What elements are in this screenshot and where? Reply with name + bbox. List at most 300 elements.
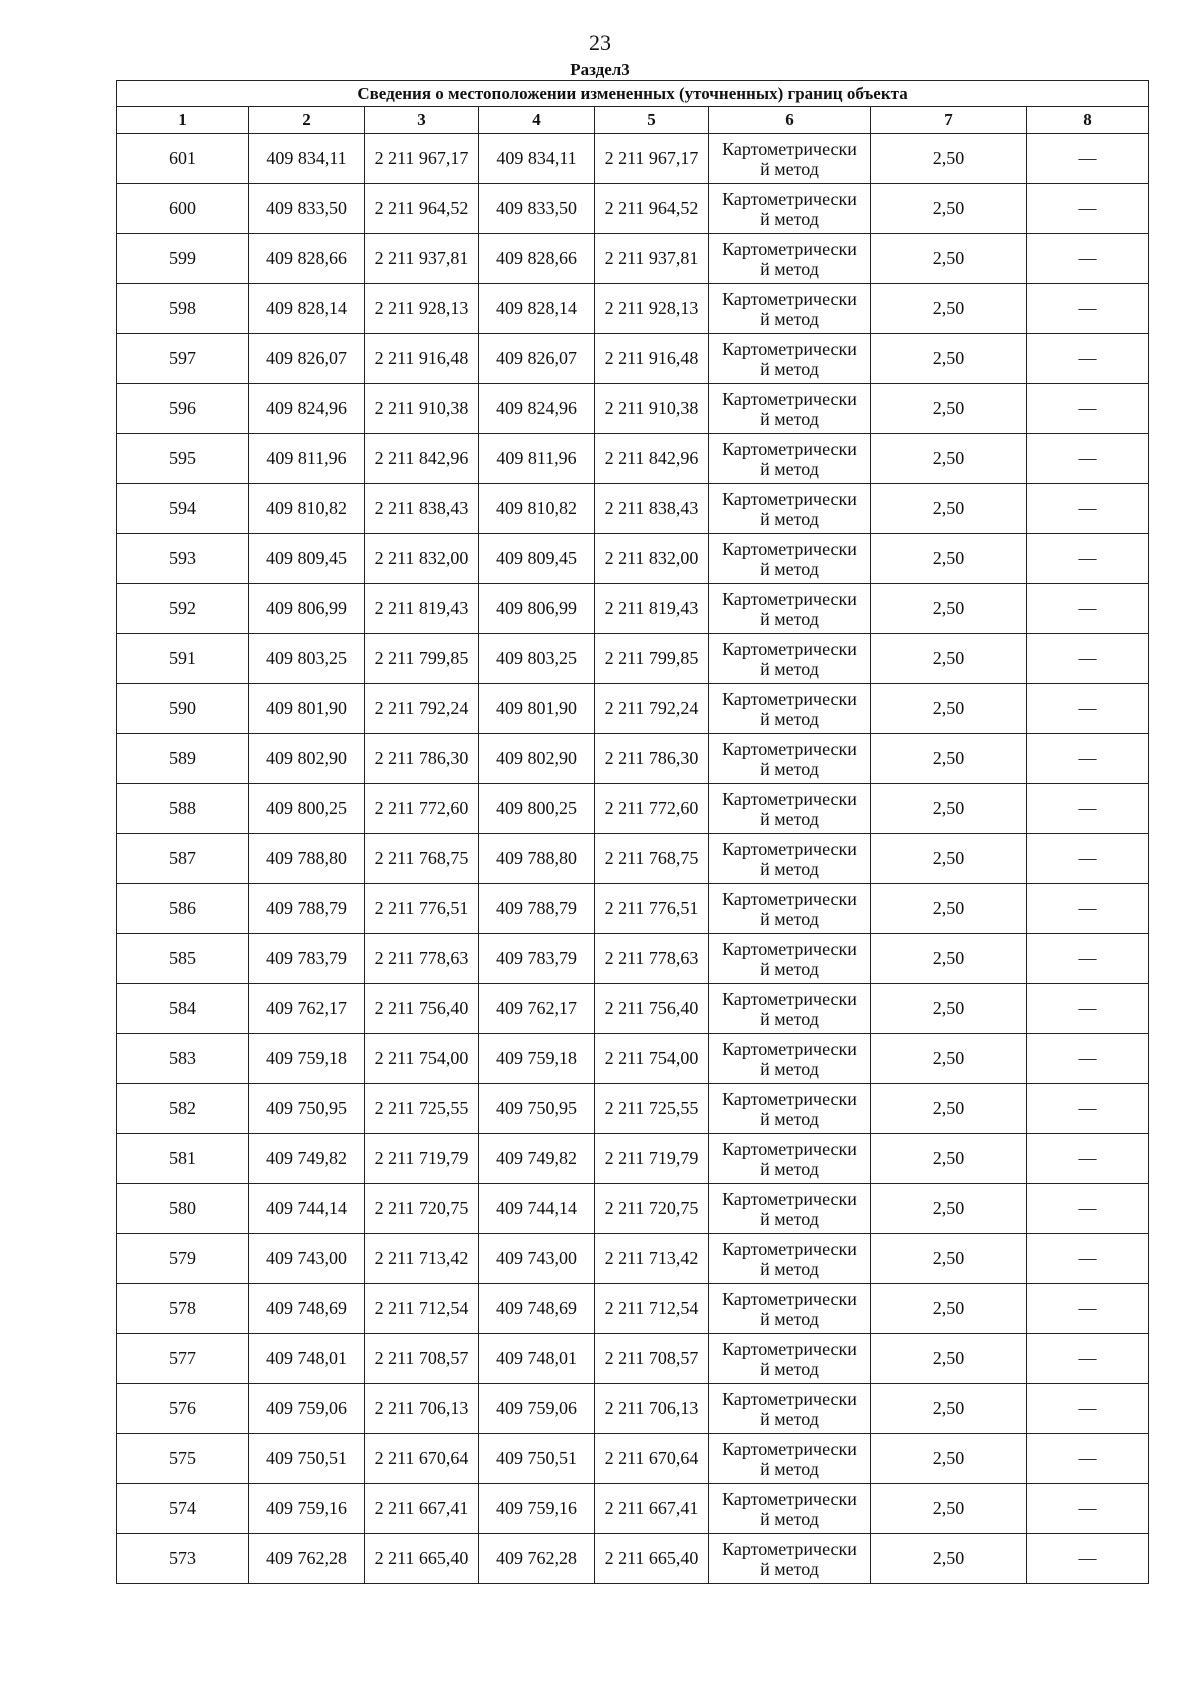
- accuracy-cell: 2,50: [871, 1484, 1027, 1534]
- point-number-cell: 592: [117, 584, 249, 634]
- method-text-line: й метод: [760, 1308, 819, 1329]
- y-old-cell: 2 211 756,40: [365, 984, 479, 1034]
- y-old-cell: 2 211 842,96: [365, 434, 479, 484]
- description-cell: —: [1027, 784, 1149, 834]
- x-old-cell: 409 750,51: [249, 1434, 365, 1484]
- point-number-cell: 580: [117, 1184, 249, 1234]
- accuracy-cell: 2,50: [871, 134, 1027, 184]
- x-new-cell: 409 749,82: [479, 1134, 595, 1184]
- table-row: [117, 984, 1149, 1034]
- accuracy-cell: 2,50: [871, 884, 1027, 934]
- method-text-line: Картометрически: [722, 938, 857, 959]
- y-old-cell: 2 211 667,41: [365, 1484, 479, 1534]
- method-cell: [709, 584, 871, 634]
- x-new-cell: 409 801,90: [479, 684, 595, 734]
- description-cell: —: [1027, 934, 1149, 984]
- method-cell: [709, 1284, 871, 1334]
- method-text-line: й метод: [760, 758, 819, 779]
- method-cell: [709, 784, 871, 834]
- y-new-cell: 2 211 916,48: [595, 334, 709, 384]
- y-new-cell: 2 211 832,00: [595, 534, 709, 584]
- x-old-cell: 409 826,07: [249, 334, 365, 384]
- point-number-cell: 590: [117, 684, 249, 734]
- y-old-cell: 2 211 768,75: [365, 834, 479, 884]
- x-old-cell: 409 759,18: [249, 1034, 365, 1084]
- description-cell: —: [1027, 1334, 1149, 1384]
- method-text-line: й метод: [760, 708, 819, 729]
- y-new-cell: 2 211 708,57: [595, 1334, 709, 1384]
- x-old-cell: 409 744,14: [249, 1184, 365, 1234]
- method-text-line: й метод: [760, 308, 819, 329]
- description-cell: —: [1027, 1284, 1149, 1334]
- x-new-cell: 409 762,17: [479, 984, 595, 1034]
- x-old-cell: 409 809,45: [249, 534, 365, 584]
- y-new-cell: 2 211 667,41: [595, 1484, 709, 1534]
- y-old-cell: 2 211 754,00: [365, 1034, 479, 1084]
- y-old-cell: 2 211 792,24: [365, 684, 479, 734]
- x-new-cell: 409 743,00: [479, 1234, 595, 1284]
- y-old-cell: 2 211 720,75: [365, 1184, 479, 1234]
- description-cell: —: [1027, 1534, 1149, 1584]
- method-text-line: й метод: [760, 158, 819, 179]
- y-old-cell: 2 211 786,30: [365, 734, 479, 784]
- description-cell: —: [1027, 1434, 1149, 1484]
- x-new-cell: 409 788,79: [479, 884, 595, 934]
- method-text-line: Картометрически: [722, 638, 857, 659]
- column-header: 3: [365, 107, 479, 134]
- table-header-row: [117, 107, 1149, 134]
- method-text-line: й метод: [760, 1358, 819, 1379]
- accuracy-cell: 2,50: [871, 1234, 1027, 1284]
- description-cell: —: [1027, 184, 1149, 234]
- method-text-line: Картометрически: [722, 1488, 857, 1509]
- x-old-cell: 409 810,82: [249, 484, 365, 534]
- x-new-cell: 409 788,80: [479, 834, 595, 884]
- method-text-line: Картометрически: [722, 1338, 857, 1359]
- method-cell: [709, 284, 871, 334]
- x-old-cell: 409 824,96: [249, 384, 365, 434]
- accuracy-cell: 2,50: [871, 534, 1027, 584]
- y-new-cell: 2 211 937,81: [595, 234, 709, 284]
- method-text-line: Картометрически: [722, 288, 857, 309]
- description-cell: —: [1027, 484, 1149, 534]
- description-cell: —: [1027, 1184, 1149, 1234]
- y-old-cell: 2 211 776,51: [365, 884, 479, 934]
- x-new-cell: 409 828,14: [479, 284, 595, 334]
- method-cell: [709, 634, 871, 684]
- x-old-cell: 409 759,06: [249, 1384, 365, 1434]
- method-text-line: Картометрически: [722, 488, 857, 509]
- method-cell: [709, 384, 871, 434]
- table-row: [117, 1484, 1149, 1534]
- method-text-line: й метод: [760, 458, 819, 479]
- y-new-cell: 2 211 754,00: [595, 1034, 709, 1084]
- x-old-cell: 409 759,16: [249, 1484, 365, 1534]
- method-text-line: й метод: [760, 1158, 819, 1179]
- method-text-line: Картометрически: [722, 1438, 857, 1459]
- accuracy-cell: 2,50: [871, 784, 1027, 834]
- y-new-cell: 2 211 665,40: [595, 1534, 709, 1584]
- y-new-cell: 2 211 910,38: [595, 384, 709, 434]
- method-text-line: Картометрически: [722, 1288, 857, 1309]
- method-cell: [709, 134, 871, 184]
- table-row: [117, 1134, 1149, 1184]
- section-title: Раздел3: [570, 60, 630, 79]
- accuracy-cell: 2,50: [871, 1434, 1027, 1484]
- accuracy-cell: 2,50: [871, 584, 1027, 634]
- table-row: [117, 334, 1149, 384]
- method-text-line: Картометрически: [722, 388, 857, 409]
- y-old-cell: 2 211 713,42: [365, 1234, 479, 1284]
- y-new-cell: 2 211 768,75: [595, 834, 709, 884]
- y-new-cell: 2 211 786,30: [595, 734, 709, 784]
- description-cell: —: [1027, 434, 1149, 484]
- method-text-line: й метод: [760, 658, 819, 679]
- table-row: [117, 1084, 1149, 1134]
- x-old-cell: 409 800,25: [249, 784, 365, 834]
- method-text-line: Картометрически: [722, 438, 857, 459]
- method-text-line: й метод: [760, 258, 819, 279]
- description-cell: —: [1027, 534, 1149, 584]
- accuracy-cell: 2,50: [871, 684, 1027, 734]
- table-row: [117, 784, 1149, 834]
- description-cell: —: [1027, 1084, 1149, 1134]
- x-new-cell: 409 806,99: [479, 584, 595, 634]
- x-old-cell: 409 801,90: [249, 684, 365, 734]
- y-new-cell: 2 211 964,52: [595, 184, 709, 234]
- accuracy-cell: 2,50: [871, 434, 1027, 484]
- x-new-cell: 409 824,96: [479, 384, 595, 434]
- point-number-cell: 596: [117, 384, 249, 434]
- x-old-cell: 409 788,80: [249, 834, 365, 884]
- point-number-cell: 584: [117, 984, 249, 1034]
- y-old-cell: 2 211 964,52: [365, 184, 479, 234]
- x-new-cell: 409 809,45: [479, 534, 595, 584]
- point-number-cell: 576: [117, 1384, 249, 1434]
- x-old-cell: 409 783,79: [249, 934, 365, 984]
- table-row: [117, 1034, 1149, 1084]
- table-caption: Сведения о местоположении измененных (уточненных) границ объекта: [117, 81, 1149, 107]
- method-text-line: Картометрически: [722, 1388, 857, 1409]
- x-old-cell: 409 749,82: [249, 1134, 365, 1184]
- point-number-cell: 597: [117, 334, 249, 384]
- method-text-line: й метод: [760, 858, 819, 879]
- page-number: 23: [589, 30, 611, 55]
- y-new-cell: 2 211 819,43: [595, 584, 709, 634]
- y-new-cell: 2 211 792,24: [595, 684, 709, 734]
- x-old-cell: 409 750,95: [249, 1084, 365, 1134]
- x-new-cell: 409 811,96: [479, 434, 595, 484]
- y-old-cell: 2 211 910,38: [365, 384, 479, 434]
- method-cell: [709, 1234, 871, 1284]
- description-cell: —: [1027, 234, 1149, 284]
- y-old-cell: 2 211 832,00: [365, 534, 479, 584]
- method-text-line: й метод: [760, 1008, 819, 1029]
- x-new-cell: 409 759,18: [479, 1034, 595, 1084]
- point-number-cell: 583: [117, 1034, 249, 1084]
- table-row: [117, 484, 1149, 534]
- point-number-cell: 574: [117, 1484, 249, 1534]
- x-old-cell: 409 802,90: [249, 734, 365, 784]
- x-old-cell: 409 762,28: [249, 1534, 365, 1584]
- y-new-cell: 2 211 720,75: [595, 1184, 709, 1234]
- table-row: [117, 634, 1149, 684]
- table-caption-row: [117, 81, 1149, 107]
- table-row: [117, 534, 1149, 584]
- point-number-cell: 573: [117, 1534, 249, 1584]
- method-cell: [709, 1434, 871, 1484]
- method-text-line: й метод: [760, 558, 819, 579]
- accuracy-cell: 2,50: [871, 484, 1027, 534]
- x-old-cell: 409 828,66: [249, 234, 365, 284]
- method-cell: [709, 234, 871, 284]
- method-cell: [709, 834, 871, 884]
- method-text-line: Картометрически: [722, 1088, 857, 1109]
- table-row: [117, 1234, 1149, 1284]
- description-cell: —: [1027, 1484, 1149, 1534]
- accuracy-cell: 2,50: [871, 1534, 1027, 1584]
- y-old-cell: 2 211 670,64: [365, 1434, 479, 1484]
- table-row: [117, 1284, 1149, 1334]
- accuracy-cell: 2,50: [871, 1384, 1027, 1434]
- y-old-cell: 2 211 712,54: [365, 1284, 479, 1334]
- x-old-cell: 409 811,96: [249, 434, 365, 484]
- point-number-cell: 588: [117, 784, 249, 834]
- point-number-cell: 598: [117, 284, 249, 334]
- accuracy-cell: 2,50: [871, 234, 1027, 284]
- point-number-cell: 595: [117, 434, 249, 484]
- column-header: 8: [1027, 107, 1149, 134]
- table-row: [117, 584, 1149, 634]
- x-new-cell: 409 834,11: [479, 134, 595, 184]
- description-cell: —: [1027, 684, 1149, 734]
- point-number-cell: 582: [117, 1084, 249, 1134]
- point-number-cell: 586: [117, 884, 249, 934]
- method-text-line: Картометрически: [722, 888, 857, 909]
- x-new-cell: 409 759,16: [479, 1484, 595, 1534]
- method-cell: [709, 1184, 871, 1234]
- y-new-cell: 2 211 967,17: [595, 134, 709, 184]
- method-cell: [709, 334, 871, 384]
- method-cell: [709, 684, 871, 734]
- method-text-line: Картометрически: [722, 1238, 857, 1259]
- method-text-line: й метод: [760, 608, 819, 629]
- description-cell: —: [1027, 734, 1149, 784]
- x-new-cell: 409 744,14: [479, 1184, 595, 1234]
- description-cell: —: [1027, 284, 1149, 334]
- accuracy-cell: 2,50: [871, 1284, 1027, 1334]
- x-old-cell: 409 762,17: [249, 984, 365, 1034]
- method-text-line: й метод: [760, 958, 819, 979]
- accuracy-cell: 2,50: [871, 734, 1027, 784]
- method-text-line: й метод: [760, 908, 819, 929]
- method-text-line: Картометрически: [722, 538, 857, 559]
- method-cell: [709, 734, 871, 784]
- table-row: [117, 184, 1149, 234]
- x-old-cell: 409 806,99: [249, 584, 365, 634]
- x-old-cell: 409 803,25: [249, 634, 365, 684]
- y-new-cell: 2 211 725,55: [595, 1084, 709, 1134]
- description-cell: —: [1027, 334, 1149, 384]
- description-cell: —: [1027, 1384, 1149, 1434]
- y-new-cell: 2 211 713,42: [595, 1234, 709, 1284]
- y-old-cell: 2 211 967,17: [365, 134, 479, 184]
- x-new-cell: 409 802,90: [479, 734, 595, 784]
- y-old-cell: 2 211 838,43: [365, 484, 479, 534]
- x-old-cell: 409 834,11: [249, 134, 365, 184]
- method-text-line: й метод: [760, 408, 819, 429]
- y-old-cell: 2 211 665,40: [365, 1534, 479, 1584]
- point-number-cell: 577: [117, 1334, 249, 1384]
- point-number-cell: 593: [117, 534, 249, 584]
- y-new-cell: 2 211 706,13: [595, 1384, 709, 1434]
- method-cell: [709, 1484, 871, 1534]
- method-cell: [709, 984, 871, 1034]
- y-new-cell: 2 211 712,54: [595, 1284, 709, 1334]
- x-new-cell: 409 762,28: [479, 1534, 595, 1584]
- table-row: [117, 884, 1149, 934]
- description-cell: —: [1027, 984, 1149, 1034]
- method-cell: [709, 1134, 871, 1184]
- y-old-cell: 2 211 799,85: [365, 634, 479, 684]
- method-cell: [709, 1334, 871, 1384]
- y-old-cell: 2 211 725,55: [365, 1084, 479, 1134]
- method-text-line: Картометрически: [722, 338, 857, 359]
- description-cell: —: [1027, 134, 1149, 184]
- accuracy-cell: 2,50: [871, 984, 1027, 1034]
- point-number-cell: 578: [117, 1284, 249, 1334]
- method-cell: [709, 534, 871, 584]
- method-cell: [709, 1534, 871, 1584]
- method-text-line: й метод: [760, 508, 819, 529]
- x-new-cell: 409 803,25: [479, 634, 595, 684]
- x-new-cell: 409 750,51: [479, 1434, 595, 1484]
- accuracy-cell: 2,50: [871, 834, 1027, 884]
- y-old-cell: 2 211 819,43: [365, 584, 479, 634]
- y-old-cell: 2 211 928,13: [365, 284, 479, 334]
- point-number-cell: 591: [117, 634, 249, 684]
- method-cell: [709, 184, 871, 234]
- x-old-cell: 409 748,01: [249, 1334, 365, 1384]
- y-new-cell: 2 211 670,64: [595, 1434, 709, 1484]
- description-cell: —: [1027, 384, 1149, 434]
- description-cell: —: [1027, 584, 1149, 634]
- table-row: [117, 134, 1149, 184]
- x-new-cell: 409 826,07: [479, 334, 595, 384]
- method-cell: [709, 434, 871, 484]
- accuracy-cell: 2,50: [871, 1084, 1027, 1134]
- y-new-cell: 2 211 799,85: [595, 634, 709, 684]
- method-text-line: Картометрически: [722, 238, 857, 259]
- table-row: [117, 434, 1149, 484]
- description-cell: —: [1027, 1134, 1149, 1184]
- point-number-cell: 575: [117, 1434, 249, 1484]
- method-cell: [709, 1084, 871, 1134]
- point-number-cell: 579: [117, 1234, 249, 1284]
- point-number-cell: 589: [117, 734, 249, 784]
- y-new-cell: 2 211 928,13: [595, 284, 709, 334]
- description-cell: —: [1027, 884, 1149, 934]
- accuracy-cell: 2,50: [871, 1184, 1027, 1234]
- method-cell: [709, 484, 871, 534]
- point-number-cell: 600: [117, 184, 249, 234]
- accuracy-cell: 2,50: [871, 1134, 1027, 1184]
- method-cell: [709, 1384, 871, 1434]
- x-old-cell: 409 788,79: [249, 884, 365, 934]
- method-cell: [709, 1034, 871, 1084]
- accuracy-cell: 2,50: [871, 1034, 1027, 1084]
- x-new-cell: 409 828,66: [479, 234, 595, 284]
- method-text-line: Картометрически: [722, 838, 857, 859]
- point-number-cell: 581: [117, 1134, 249, 1184]
- method-text-line: Картометрически: [722, 738, 857, 759]
- accuracy-cell: 2,50: [871, 1334, 1027, 1384]
- method-text-line: Картометрически: [722, 988, 857, 1009]
- y-new-cell: 2 211 772,60: [595, 784, 709, 834]
- column-header: 1: [117, 107, 249, 134]
- method-text-line: Картометрически: [722, 1138, 857, 1159]
- x-new-cell: 409 748,01: [479, 1334, 595, 1384]
- x-old-cell: 409 828,14: [249, 284, 365, 334]
- table-row: [117, 384, 1149, 434]
- accuracy-cell: 2,50: [871, 334, 1027, 384]
- y-new-cell: 2 211 756,40: [595, 984, 709, 1034]
- y-new-cell: 2 211 838,43: [595, 484, 709, 534]
- accuracy-cell: 2,50: [871, 384, 1027, 434]
- method-text-line: й метод: [760, 358, 819, 379]
- y-old-cell: 2 211 772,60: [365, 784, 479, 834]
- x-new-cell: 409 783,79: [479, 934, 595, 984]
- table-row: [117, 1534, 1149, 1584]
- x-new-cell: 409 810,82: [479, 484, 595, 534]
- method-cell: [709, 884, 871, 934]
- description-cell: —: [1027, 1234, 1149, 1284]
- y-new-cell: 2 211 778,63: [595, 934, 709, 984]
- method-text-line: Картометрически: [722, 688, 857, 709]
- method-text-line: Картометрически: [722, 588, 857, 609]
- method-text-line: Картометрически: [722, 188, 857, 209]
- table-row: [117, 834, 1149, 884]
- method-cell: [709, 934, 871, 984]
- table-row: [117, 1384, 1149, 1434]
- table-row: [117, 284, 1149, 334]
- x-new-cell: 409 759,06: [479, 1384, 595, 1434]
- table-row: [117, 234, 1149, 284]
- method-text-line: й метод: [760, 1258, 819, 1279]
- accuracy-cell: 2,50: [871, 634, 1027, 684]
- y-old-cell: 2 211 719,79: [365, 1134, 479, 1184]
- description-cell: —: [1027, 834, 1149, 884]
- point-number-cell: 594: [117, 484, 249, 534]
- method-text-line: Картометрически: [722, 1038, 857, 1059]
- y-old-cell: 2 211 708,57: [365, 1334, 479, 1384]
- x-new-cell: 409 750,95: [479, 1084, 595, 1134]
- x-new-cell: 409 800,25: [479, 784, 595, 834]
- method-text-line: й метод: [760, 1458, 819, 1479]
- point-number-cell: 585: [117, 934, 249, 984]
- table-row: [117, 1184, 1149, 1234]
- table-row: [117, 1334, 1149, 1384]
- table-row: [117, 734, 1149, 784]
- table-row: [117, 684, 1149, 734]
- boundary-table: [116, 80, 1149, 1584]
- y-new-cell: 2 211 719,79: [595, 1134, 709, 1184]
- method-text-line: й метод: [760, 1408, 819, 1429]
- x-old-cell: 409 748,69: [249, 1284, 365, 1334]
- accuracy-cell: 2,50: [871, 184, 1027, 234]
- x-new-cell: 409 833,50: [479, 184, 595, 234]
- point-number-cell: 599: [117, 234, 249, 284]
